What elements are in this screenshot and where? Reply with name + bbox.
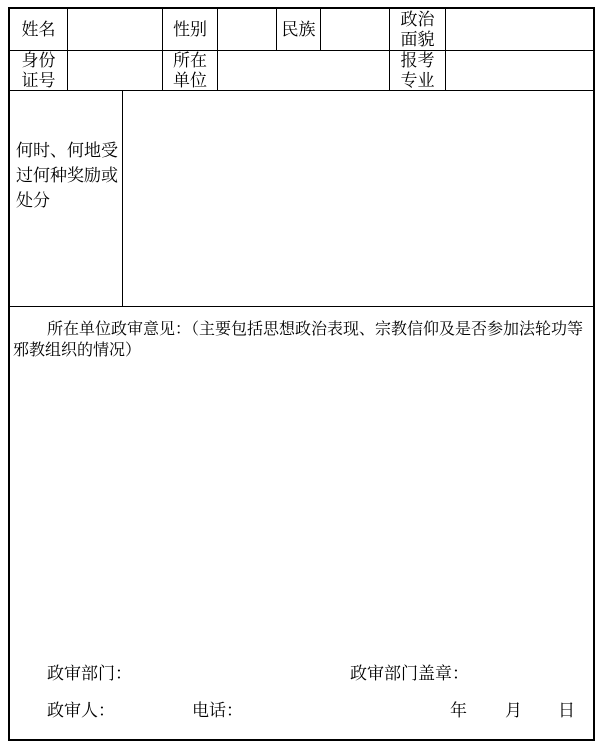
political-status-label: 政治面貌 [390, 9, 446, 51]
name-label: 姓名 [10, 9, 68, 51]
date-month-label: 月 [505, 701, 522, 720]
opinion-prompt [10, 307, 593, 361]
awards-value-cell[interactable] [123, 91, 593, 306]
header-grid [10, 9, 593, 91]
id-number-value-cell[interactable] [68, 51, 163, 91]
awards-label-line: 处分 [16, 191, 50, 210]
political-review-form-table [8, 7, 595, 741]
opinion-prompt-line: 所在单位政审意见：（主要包括思想政治表现、宗教信仰及是否参加法轮功等 [47, 321, 584, 338]
unit-label: 所在单位 [163, 51, 218, 91]
date-day-label: 日 [558, 701, 575, 720]
ethnicity-label: 民族 [277, 9, 321, 51]
unit-value-cell[interactable] [218, 51, 390, 91]
major-value-cell[interactable] [446, 51, 593, 91]
major-label: 报考专业 [390, 51, 446, 91]
opinion-prompt-line: 邪教组织的情况） [13, 342, 142, 359]
awards-label-line: 过何种奖励或 [16, 166, 118, 185]
review-dept-seal-label: 政审部门盖章： [350, 664, 469, 683]
id-number-label: 身份证号 [10, 51, 68, 91]
name-value-cell[interactable] [68, 9, 163, 51]
ethnicity-value-cell[interactable] [321, 9, 390, 51]
awards-row [10, 91, 593, 307]
date-year-label: 年 [450, 701, 467, 720]
review-dept-label: 政审部门： [47, 664, 132, 683]
opinion-section[interactable] [10, 307, 593, 739]
gender-value-cell[interactable] [218, 9, 277, 51]
awards-label [10, 91, 123, 306]
phone-label: 电话： [192, 701, 243, 720]
reviewer-label: 政审人： [47, 701, 115, 720]
political-status-value-cell[interactable] [446, 9, 593, 51]
gender-label: 性别 [163, 9, 218, 51]
awards-label-line: 何时、何地受 [16, 141, 118, 160]
